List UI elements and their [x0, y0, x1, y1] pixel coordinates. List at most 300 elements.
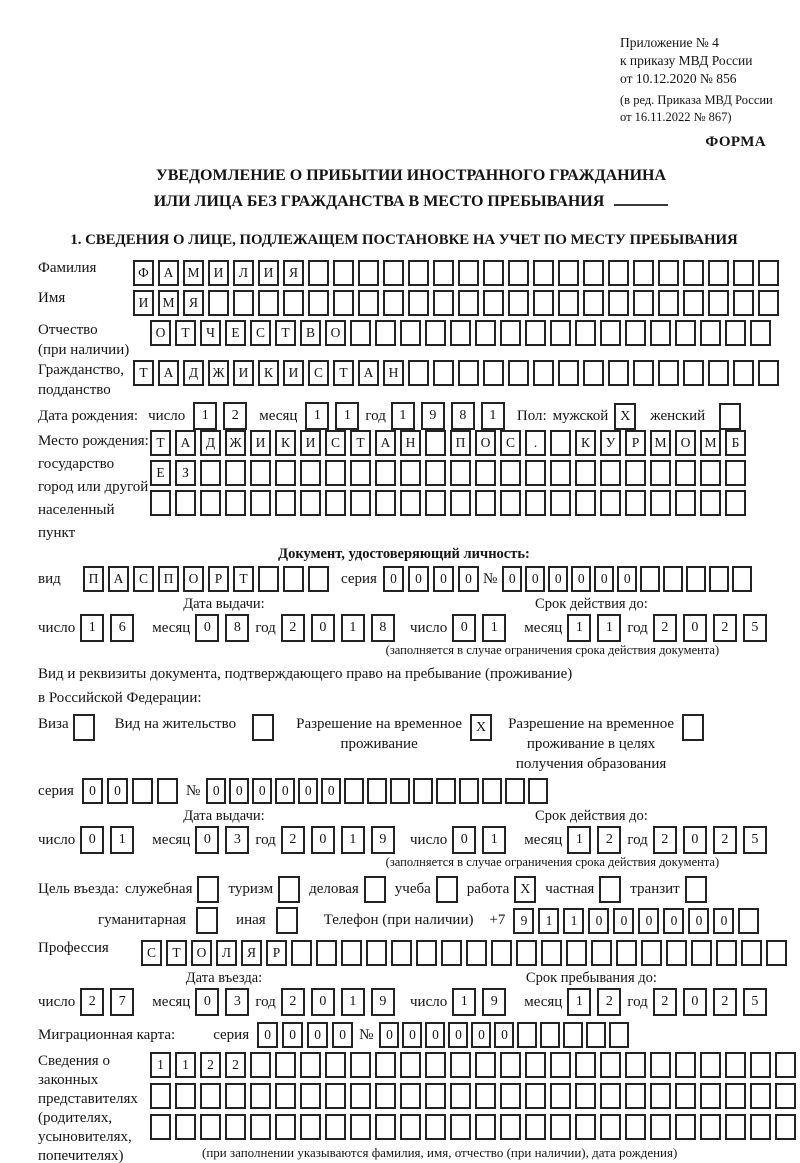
char-cell[interactable] [325, 1114, 346, 1140]
char-cell[interactable] [733, 290, 754, 316]
char-cell[interactable] [708, 290, 729, 316]
char-cell[interactable]: 0 [713, 908, 734, 934]
char-cell[interactable] [750, 1114, 771, 1140]
char-cell[interactable] [533, 360, 554, 386]
char-cell[interactable] [150, 490, 171, 516]
char-cell[interactable] [600, 1052, 621, 1078]
char-cell[interactable] [575, 1083, 596, 1109]
char-cell[interactable] [650, 320, 671, 346]
char-cell[interactable]: М [650, 430, 671, 456]
char-cell[interactable] [741, 940, 762, 966]
char-cell[interactable] [700, 1114, 721, 1140]
char-cell[interactable]: 1 [452, 988, 476, 1016]
char-cell[interactable]: П [450, 430, 471, 456]
char-cell[interactable]: 0 [379, 1022, 399, 1048]
char-cell[interactable] [683, 260, 704, 286]
char-cell[interactable] [575, 1114, 596, 1140]
char-cell[interactable]: У [600, 430, 621, 456]
char-cell[interactable]: А [158, 260, 179, 286]
char-cell[interactable] [458, 260, 479, 286]
residence-issue-day[interactable] [80, 826, 140, 854]
char-cell[interactable]: 0 [252, 778, 272, 804]
representatives-cells-3[interactable] [150, 1114, 800, 1140]
phone-cells[interactable] [513, 908, 763, 934]
char-cell[interactable] [558, 290, 579, 316]
doc-number-cells[interactable] [502, 566, 755, 592]
char-cell[interactable] [650, 1114, 671, 1140]
char-cell[interactable] [758, 290, 779, 316]
char-cell[interactable]: 0 [617, 566, 637, 592]
char-cell[interactable] [558, 360, 579, 386]
char-cell[interactable]: 8 [371, 614, 395, 642]
char-cell[interactable] [400, 320, 421, 346]
char-cell[interactable] [425, 460, 446, 486]
char-cell[interactable] [325, 460, 346, 486]
char-cell[interactable] [700, 1083, 721, 1109]
char-cell[interactable] [675, 1052, 696, 1078]
char-cell[interactable] [408, 290, 429, 316]
char-cell[interactable] [685, 876, 707, 903]
char-cell[interactable] [683, 360, 704, 386]
char-cell[interactable] [525, 1114, 546, 1140]
char-cell[interactable] [675, 1114, 696, 1140]
char-cell[interactable]: 2 [597, 988, 621, 1016]
char-cell[interactable] [350, 1114, 371, 1140]
char-cell[interactable]: 0 [571, 566, 591, 592]
char-cell[interactable]: X [614, 403, 636, 430]
char-cell[interactable] [258, 290, 279, 316]
char-cell[interactable] [441, 940, 462, 966]
char-cell[interactable]: С [325, 430, 346, 456]
char-cell[interactable]: Т [175, 320, 196, 346]
char-cell[interactable]: 2 [281, 614, 305, 642]
char-cell[interactable]: 0 [494, 1022, 514, 1048]
char-cell[interactable] [633, 260, 654, 286]
char-cell[interactable] [550, 1083, 571, 1109]
char-cell[interactable]: 0 [383, 566, 404, 592]
stay-year[interactable] [653, 988, 773, 1016]
char-cell[interactable]: 2 [200, 1052, 221, 1078]
char-cell[interactable]: А [158, 360, 179, 386]
char-cell[interactable] [150, 1083, 171, 1109]
doc-series-cells[interactable] [383, 566, 483, 592]
char-cell[interactable] [197, 876, 219, 903]
char-cell[interactable] [505, 778, 525, 804]
sex-male-checkbox[interactable] [614, 403, 636, 430]
char-cell[interactable] [575, 490, 596, 516]
char-cell[interactable] [575, 460, 596, 486]
char-cell[interactable] [600, 490, 621, 516]
char-cell[interactable] [650, 490, 671, 516]
char-cell[interactable] [278, 876, 300, 903]
char-cell[interactable]: 3 [225, 988, 249, 1016]
char-cell[interactable]: О [150, 320, 171, 346]
char-cell[interactable] [350, 460, 371, 486]
residence-permit-checkbox[interactable] [252, 714, 274, 741]
char-cell[interactable] [563, 1022, 583, 1048]
char-cell[interactable] [482, 778, 502, 804]
char-cell[interactable]: Т [166, 940, 187, 966]
char-cell[interactable] [283, 566, 304, 592]
char-cell[interactable] [650, 1083, 671, 1109]
char-cell[interactable]: М [700, 430, 721, 456]
char-cell[interactable] [508, 290, 529, 316]
char-cell[interactable]: Ж [225, 430, 246, 456]
char-cell[interactable]: З [175, 460, 196, 486]
char-cell[interactable]: 0 [588, 908, 609, 934]
char-cell[interactable]: С [133, 566, 154, 592]
char-cell[interactable] [750, 320, 771, 346]
char-cell[interactable]: 0 [229, 778, 249, 804]
temp-residence-education-checkbox[interactable] [682, 714, 704, 741]
char-cell[interactable]: Я [283, 260, 304, 286]
char-cell[interactable] [625, 490, 646, 516]
migration-series-cells[interactable] [257, 1022, 357, 1048]
char-cell[interactable]: . [525, 430, 546, 456]
char-cell[interactable] [250, 490, 271, 516]
char-cell[interactable] [625, 320, 646, 346]
char-cell[interactable] [408, 360, 429, 386]
char-cell[interactable] [391, 940, 412, 966]
char-cell[interactable]: 0 [195, 826, 219, 854]
char-cell[interactable] [459, 778, 479, 804]
char-cell[interactable]: 1 [193, 402, 217, 430]
char-cell[interactable]: К [275, 430, 296, 456]
char-cell[interactable] [450, 1052, 471, 1078]
char-cell[interactable] [675, 460, 696, 486]
char-cell[interactable] [408, 260, 429, 286]
char-cell[interactable] [450, 1114, 471, 1140]
char-cell[interactable] [308, 260, 329, 286]
char-cell[interactable] [508, 260, 529, 286]
char-cell[interactable] [541, 940, 562, 966]
char-cell[interactable] [686, 566, 706, 592]
char-cell[interactable] [375, 1114, 396, 1140]
char-cell[interactable]: 1 [538, 908, 559, 934]
char-cell[interactable] [325, 1083, 346, 1109]
char-cell[interactable]: 1 [341, 614, 365, 642]
char-cell[interactable] [308, 290, 329, 316]
char-cell[interactable]: Ч [200, 320, 221, 346]
char-cell[interactable] [383, 290, 404, 316]
char-cell[interactable] [525, 1083, 546, 1109]
char-cell[interactable] [196, 907, 218, 934]
char-cell[interactable]: Ж [208, 360, 229, 386]
char-cell[interactable]: Н [400, 430, 421, 456]
char-cell[interactable] [608, 290, 629, 316]
char-cell[interactable] [732, 566, 752, 592]
char-cell[interactable]: 1 [567, 614, 591, 642]
char-cell[interactable] [475, 1052, 496, 1078]
char-cell[interactable]: О [475, 430, 496, 456]
char-cell[interactable] [483, 290, 504, 316]
char-cell[interactable] [540, 1022, 560, 1048]
char-cell[interactable]: 9 [421, 402, 445, 430]
char-cell[interactable] [200, 460, 221, 486]
doc-expiry-day[interactable] [452, 614, 512, 642]
char-cell[interactable] [425, 1083, 446, 1109]
char-cell[interactable]: М [158, 290, 179, 316]
char-cell[interactable]: 1 [482, 614, 506, 642]
char-cell[interactable]: 0 [107, 778, 128, 804]
char-cell[interactable] [725, 1083, 746, 1109]
char-cell[interactable] [350, 490, 371, 516]
char-cell[interactable] [276, 907, 298, 934]
char-cell[interactable] [475, 490, 496, 516]
char-cell[interactable] [583, 260, 604, 286]
char-cell[interactable]: 0 [452, 614, 476, 642]
char-cell[interactable] [700, 320, 721, 346]
birth-day-cells[interactable] [193, 402, 253, 430]
char-cell[interactable]: 1 [391, 402, 415, 430]
char-cell[interactable]: 2 [713, 988, 737, 1016]
char-cell[interactable]: 1 [341, 988, 365, 1016]
char-cell[interactable] [175, 1114, 196, 1140]
purpose-tourism-checkbox[interactable] [278, 876, 300, 903]
char-cell[interactable]: 0 [282, 1022, 303, 1048]
char-cell[interactable]: К [258, 360, 279, 386]
char-cell[interactable] [700, 1052, 721, 1078]
doc-expiry-year[interactable] [653, 614, 773, 642]
migration-number-cells[interactable] [379, 1022, 632, 1048]
char-cell[interactable] [275, 1114, 296, 1140]
char-cell[interactable] [436, 778, 456, 804]
char-cell[interactable] [250, 1052, 271, 1078]
char-cell[interactable]: 0 [195, 988, 219, 1016]
char-cell[interactable]: Т [333, 360, 354, 386]
purpose-study-checkbox[interactable] [436, 876, 458, 903]
char-cell[interactable]: 2 [713, 614, 737, 642]
doc-issue-day[interactable] [80, 614, 140, 642]
char-cell[interactable] [558, 260, 579, 286]
char-cell[interactable]: Р [208, 566, 229, 592]
char-cell[interactable] [300, 1083, 321, 1109]
char-cell[interactable] [375, 490, 396, 516]
char-cell[interactable] [550, 460, 571, 486]
char-cell[interactable] [775, 1114, 796, 1140]
char-cell[interactable] [367, 778, 387, 804]
char-cell[interactable]: С [500, 430, 521, 456]
char-cell[interactable]: 8 [225, 614, 249, 642]
char-cell[interactable]: 0 [594, 566, 614, 592]
char-cell[interactable]: К [575, 430, 596, 456]
char-cell[interactable] [375, 1052, 396, 1078]
char-cell[interactable]: 0 [298, 778, 318, 804]
char-cell[interactable] [633, 360, 654, 386]
char-cell[interactable]: И [233, 360, 254, 386]
char-cell[interactable]: А [358, 360, 379, 386]
char-cell[interactable] [300, 1052, 321, 1078]
char-cell[interactable] [491, 940, 512, 966]
char-cell[interactable]: 1 [341, 826, 365, 854]
char-cell[interactable] [425, 1114, 446, 1140]
char-cell[interactable] [516, 940, 537, 966]
birth-place-cells-2[interactable] [150, 460, 750, 486]
char-cell[interactable]: 0 [311, 988, 335, 1016]
char-cell[interactable]: П [83, 566, 104, 592]
stay-month[interactable] [567, 988, 627, 1016]
char-cell[interactable] [599, 876, 621, 903]
char-cell[interactable] [225, 1114, 246, 1140]
char-cell[interactable] [483, 360, 504, 386]
char-cell[interactable] [252, 714, 274, 741]
char-cell[interactable] [350, 1083, 371, 1109]
char-cell[interactable] [475, 460, 496, 486]
char-cell[interactable]: 0 [332, 1022, 353, 1048]
char-cell[interactable] [375, 320, 396, 346]
char-cell[interactable] [625, 460, 646, 486]
char-cell[interactable] [341, 940, 362, 966]
char-cell[interactable]: О [325, 320, 346, 346]
char-cell[interactable] [275, 490, 296, 516]
residence-series-cells[interactable] [82, 778, 182, 804]
char-cell[interactable]: И [258, 260, 279, 286]
char-cell[interactable]: 9 [513, 908, 534, 934]
temp-residence-checkbox[interactable] [470, 714, 492, 741]
char-cell[interactable]: Т [133, 360, 154, 386]
char-cell[interactable]: О [183, 566, 204, 592]
doc-expiry-month[interactable] [567, 614, 627, 642]
char-cell[interactable] [433, 360, 454, 386]
char-cell[interactable] [700, 490, 721, 516]
residence-issue-month[interactable] [195, 826, 255, 854]
char-cell[interactable] [586, 1022, 606, 1048]
char-cell[interactable]: О [675, 430, 696, 456]
char-cell[interactable]: П [158, 566, 179, 592]
char-cell[interactable] [425, 320, 446, 346]
char-cell[interactable] [458, 290, 479, 316]
char-cell[interactable]: 2 [653, 614, 677, 642]
char-cell[interactable]: Л [216, 940, 237, 966]
char-cell[interactable]: 1 [482, 826, 506, 854]
char-cell[interactable]: 2 [281, 988, 305, 1016]
char-cell[interactable] [250, 1114, 271, 1140]
char-cell[interactable] [766, 940, 787, 966]
char-cell[interactable]: X [514, 876, 536, 903]
citizenship-cells[interactable] [133, 360, 783, 386]
char-cell[interactable] [400, 460, 421, 486]
char-cell[interactable]: 1 [481, 402, 505, 430]
char-cell[interactable] [633, 290, 654, 316]
char-cell[interactable] [528, 778, 548, 804]
char-cell[interactable] [73, 714, 95, 741]
char-cell[interactable] [200, 1083, 221, 1109]
char-cell[interactable] [700, 460, 721, 486]
char-cell[interactable]: 0 [402, 1022, 422, 1048]
char-cell[interactable]: 0 [452, 826, 476, 854]
char-cell[interactable]: 5 [743, 614, 767, 642]
char-cell[interactable] [583, 290, 604, 316]
char-cell[interactable] [566, 940, 587, 966]
char-cell[interactable]: А [175, 430, 196, 456]
char-cell[interactable] [640, 566, 660, 592]
residence-expiry-month[interactable] [567, 826, 627, 854]
char-cell[interactable] [625, 1052, 646, 1078]
char-cell[interactable]: 1 [175, 1052, 196, 1078]
char-cell[interactable] [250, 1083, 271, 1109]
char-cell[interactable] [708, 260, 729, 286]
char-cell[interactable] [675, 490, 696, 516]
char-cell[interactable] [583, 360, 604, 386]
char-cell[interactable] [641, 940, 662, 966]
char-cell[interactable] [500, 1114, 521, 1140]
char-cell[interactable] [400, 1052, 421, 1078]
char-cell[interactable] [416, 940, 437, 966]
char-cell[interactable] [425, 490, 446, 516]
char-cell[interactable]: Р [266, 940, 287, 966]
surname-cells[interactable] [133, 260, 783, 286]
char-cell[interactable]: И [300, 430, 321, 456]
char-cell[interactable] [200, 1114, 221, 1140]
char-cell[interactable] [525, 320, 546, 346]
char-cell[interactable]: 1 [110, 826, 134, 854]
char-cell[interactable] [758, 360, 779, 386]
residence-issue-year[interactable] [281, 826, 401, 854]
char-cell[interactable] [675, 320, 696, 346]
char-cell[interactable]: Д [200, 430, 221, 456]
char-cell[interactable] [691, 940, 712, 966]
char-cell[interactable]: 0 [525, 566, 545, 592]
char-cell[interactable]: 0 [311, 826, 335, 854]
char-cell[interactable] [600, 460, 621, 486]
char-cell[interactable] [350, 1052, 371, 1078]
char-cell[interactable]: 0 [683, 826, 707, 854]
char-cell[interactable] [450, 460, 471, 486]
char-cell[interactable]: 2 [713, 826, 737, 854]
birth-place-cells-1[interactable] [150, 430, 750, 456]
char-cell[interactable]: 0 [257, 1022, 278, 1048]
char-cell[interactable]: 2 [80, 988, 104, 1016]
char-cell[interactable] [625, 1083, 646, 1109]
char-cell[interactable]: С [250, 320, 271, 346]
char-cell[interactable]: 1 [335, 402, 359, 430]
char-cell[interactable] [591, 940, 612, 966]
char-cell[interactable]: С [308, 360, 329, 386]
char-cell[interactable] [719, 403, 741, 430]
char-cell[interactable]: О [191, 940, 212, 966]
purpose-private-checkbox[interactable] [599, 876, 621, 903]
char-cell[interactable] [413, 778, 433, 804]
char-cell[interactable]: В [300, 320, 321, 346]
char-cell[interactable]: 0 [408, 566, 429, 592]
char-cell[interactable]: И [208, 260, 229, 286]
char-cell[interactable] [517, 1022, 537, 1048]
char-cell[interactable] [675, 1083, 696, 1109]
char-cell[interactable] [525, 460, 546, 486]
char-cell[interactable] [725, 1052, 746, 1078]
char-cell[interactable] [383, 260, 404, 286]
char-cell[interactable] [600, 320, 621, 346]
char-cell[interactable] [375, 1083, 396, 1109]
residence-expiry-day[interactable] [452, 826, 512, 854]
char-cell[interactable]: Р [625, 430, 646, 456]
char-cell[interactable] [525, 490, 546, 516]
char-cell[interactable] [650, 460, 671, 486]
char-cell[interactable]: 0 [433, 566, 454, 592]
char-cell[interactable] [666, 940, 687, 966]
char-cell[interactable] [458, 360, 479, 386]
char-cell[interactable] [250, 460, 271, 486]
char-cell[interactable] [350, 320, 371, 346]
char-cell[interactable]: 0 [275, 778, 295, 804]
char-cell[interactable] [425, 1052, 446, 1078]
char-cell[interactable] [663, 566, 683, 592]
char-cell[interactable] [375, 460, 396, 486]
char-cell[interactable] [716, 940, 737, 966]
char-cell[interactable]: 0 [195, 614, 219, 642]
char-cell[interactable] [300, 490, 321, 516]
char-cell[interactable] [533, 260, 554, 286]
